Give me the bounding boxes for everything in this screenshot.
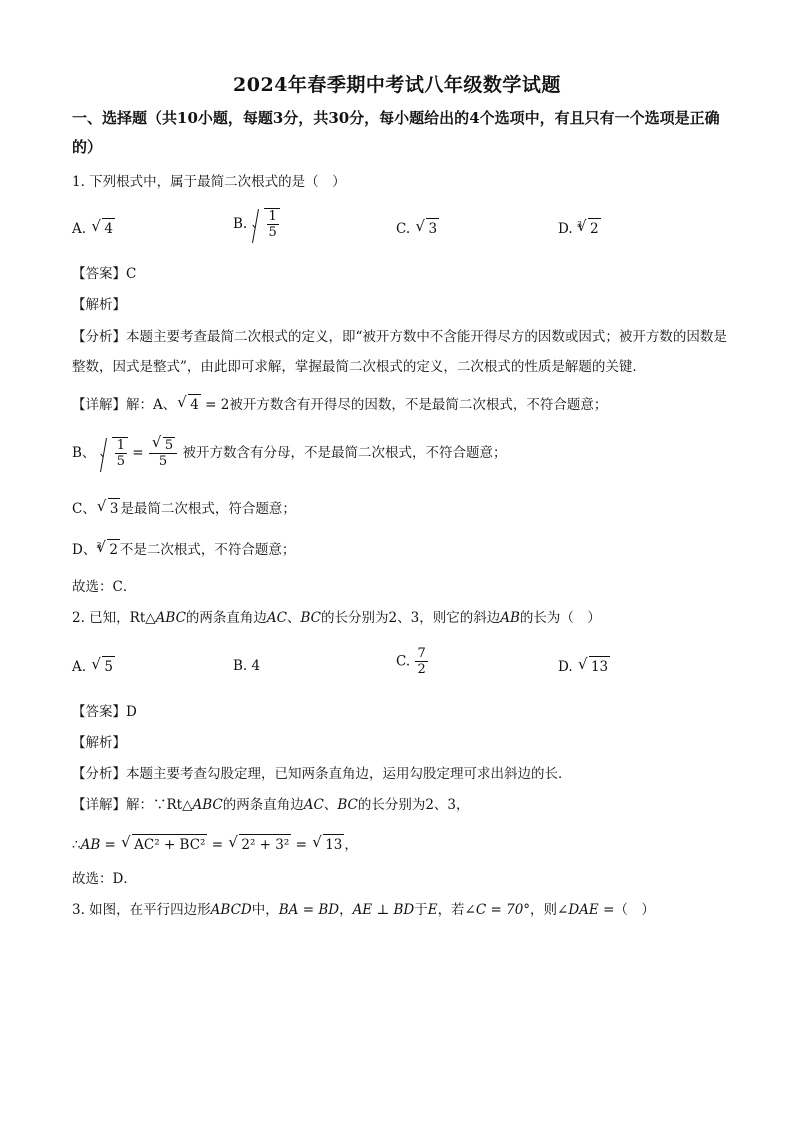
math-e: E (427, 902, 438, 918)
option-label: B. (233, 216, 248, 232)
math-abcd: ABCD (210, 902, 252, 918)
radicand: 2² + 3² (239, 834, 291, 855)
option-label: D. (558, 221, 573, 237)
math-ac: AC (303, 797, 324, 813)
q1-analysis-tag: 【解析】 (72, 297, 126, 313)
stem-text: ， (339, 902, 353, 918)
q2-conclusion: 故选：D． (72, 871, 137, 887)
q2-option-a (72, 656, 115, 677)
stem-text: 于 (414, 902, 428, 918)
stem-text: ，若∠ (437, 902, 476, 918)
q1-fenxi: 【分析】本题主要考查最简二次根式的定义，即“被开方数中不含能开得尽方的因数或因式；被开方数的因数是整数，因式是整式”，由此即可求解，掌握最简二次根式的定义，二次根式的性质是解题的关键． (72, 329, 727, 375)
q1-answer (72, 264, 732, 284)
q2-option-b (233, 656, 260, 676)
option-label: C. (396, 221, 411, 237)
denominator: 5 (158, 454, 168, 469)
radicand: 4 (188, 394, 201, 415)
radicand: 13 (589, 656, 610, 677)
radicand: 5 (164, 438, 174, 453)
math-bc: BC (337, 797, 358, 813)
denominator: 2 (417, 662, 426, 677)
root-index: √ 3 (576, 220, 583, 229)
detail-prefix: C、 (72, 501, 96, 517)
denominator: 5 (268, 225, 277, 240)
detail-text: 、 (323, 797, 338, 813)
q1-option-d (558, 218, 601, 239)
stem-text: 的长为（ ） (519, 610, 601, 626)
q2-detail (72, 795, 732, 815)
q2-fenxi: 【分析】本题主要考查勾股定理，已知两条直角边，运用勾股定理可求出斜边的长． (72, 766, 572, 782)
equals: = (291, 837, 312, 853)
q1-option-b (233, 208, 280, 240)
radicand: 3 (426, 218, 439, 239)
detail-text: 不是二次根式，不符合题意； (119, 542, 296, 558)
numerator: 1 (116, 438, 125, 453)
detail-prefix: 【详解】解：A、 (72, 397, 177, 413)
stem-text: 2. 已知，Rt△ (72, 610, 156, 626)
stem-text: =（ ） (598, 902, 655, 918)
stem-text: 的两条直角边 (185, 610, 267, 626)
option-label: B. (233, 658, 248, 674)
q1-detail-b: B、 $\frac{1}{5}$ = √ $\frac{5}{5}$ 被开方数含有分母，不是最简二次根式，不符合题意； (72, 437, 732, 477)
answer-tag: 【答案】 (72, 704, 126, 720)
question-3-stem (72, 900, 732, 920)
answer-value: C (126, 266, 137, 282)
q1-detail-a (72, 394, 732, 415)
question-2-stem (72, 608, 732, 628)
stem-text: 、 (287, 610, 301, 626)
radicand: 3 (108, 498, 121, 519)
stem-text: ，则∠ (530, 902, 569, 918)
denominator: 5 (116, 454, 125, 469)
math-angle-c: C = 70° (475, 902, 531, 918)
stem-text: 中， (251, 902, 279, 918)
math-ab: AB (500, 610, 520, 626)
q2-analysis-tag: 【解析】 (72, 735, 126, 751)
answer-tag: 【答案】 (72, 266, 126, 282)
answer-value: D (126, 704, 137, 720)
q2-option-c (396, 646, 429, 677)
option-label: D. (558, 659, 573, 675)
option-label: A. (72, 659, 87, 675)
detail-text: 的两条直角边 (222, 797, 304, 813)
radicand: 13 (323, 834, 344, 855)
math-abc: ABC (155, 610, 186, 626)
stem-text: 3. 如图，在平行四边形 (72, 902, 211, 918)
q2-calc (72, 834, 732, 855)
q1-option-c (396, 218, 439, 239)
radicand: 2 (588, 218, 601, 239)
therefore-symbol: ∴ (72, 837, 81, 853)
math-bc: BC (300, 610, 322, 626)
detail-prefix: B、 (72, 445, 96, 461)
q1-conclusion: 故选：C． (72, 579, 137, 595)
equation: = 2 (200, 397, 230, 413)
detail-prefix: 【详解】解：∵Rt△ (72, 797, 193, 813)
numerator: 1 (268, 209, 277, 224)
detail-text: 的长分别为2、3， (357, 797, 470, 813)
math-ac: AC (266, 610, 287, 626)
equals: = (207, 837, 228, 853)
detail-text: 被开方数含有分母，不是最简二次根式，不符合题意； (182, 445, 507, 461)
q1-detail-c (72, 498, 732, 519)
section-heading: 一、选择题（共10小题，每题3分，共30分，每小题给出的4个选项中，有且只有一个选项是正确的） (72, 109, 720, 156)
detail-text: ， (344, 837, 358, 853)
q2-answer (72, 702, 732, 722)
detail-prefix: D、 (72, 542, 97, 558)
math-abc: ABC (192, 797, 223, 813)
option-value: 4 (251, 658, 261, 674)
math-condition: BA = BD (278, 902, 340, 918)
detail-text: 被开方数含有开得尽的因数，不是最简二次根式，不符合题意； (229, 397, 608, 413)
detail-text: 是最简二次根式，符合题意； (120, 501, 296, 517)
math-dae: DAE (568, 902, 599, 918)
radicand: 5 (102, 656, 115, 677)
stem-text: 的长分别为2、3，则它的斜边 (321, 610, 501, 626)
sqrt-fraction (252, 208, 280, 240)
page-title: 2024年春季期中考试八年级数学试题 (233, 74, 561, 96)
root-index: √ 3 (96, 541, 102, 550)
option-label: A. (72, 221, 87, 237)
math-ab: AB (80, 837, 101, 853)
radicand: AC² + BC² (132, 834, 207, 855)
numerator: 7 (417, 646, 426, 661)
math-condition: AE ⊥ BD (352, 902, 415, 918)
equals: = (100, 837, 121, 853)
question-1-stem: 1. 下列根式中，属于最简二次根式的是（ ） (72, 174, 346, 190)
radicand: 2 (107, 539, 120, 560)
radicand: 4 (102, 218, 115, 239)
option-label: C. (396, 653, 411, 670)
q1-option-a (72, 218, 115, 239)
q2-option-d (558, 656, 610, 677)
q1-detail-d (72, 539, 732, 560)
